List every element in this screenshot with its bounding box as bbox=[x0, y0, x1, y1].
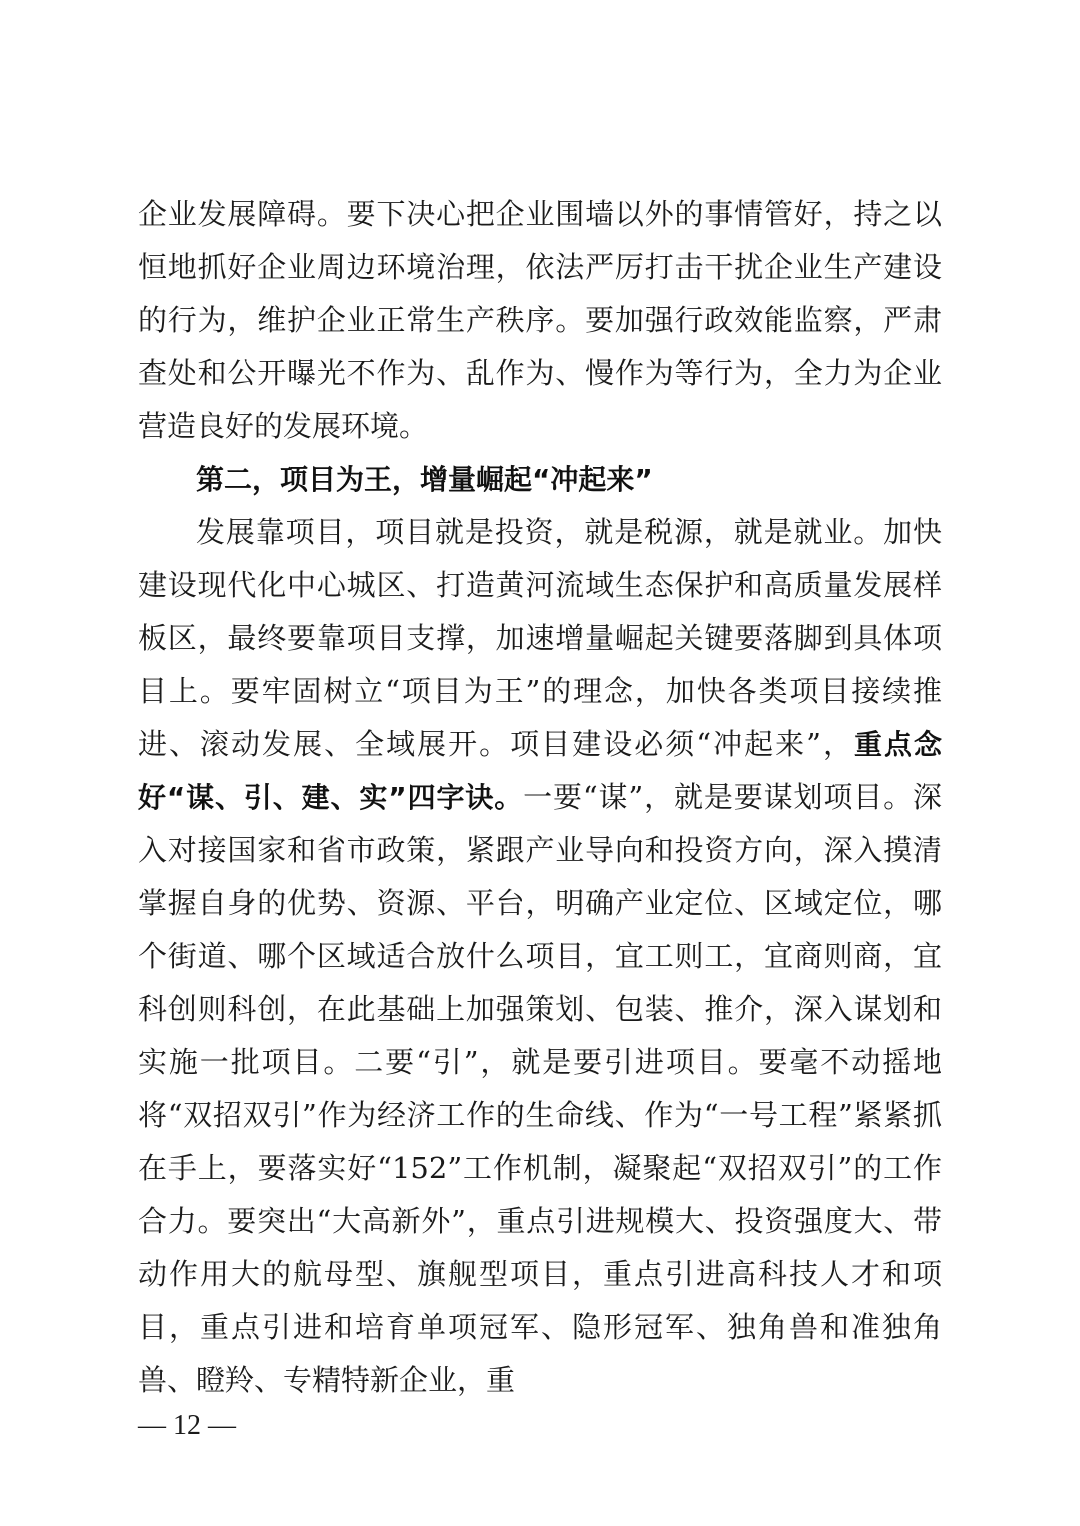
paragraph-text-part2: 一要“谋”，就是要谋划项目。深入对接国家和省市政策，紧跟产业导向和投资方向，深入摸清掌握自身的优势、资源、平台，明确产业定位、区域定位，哪个街道、哪个区域适合放什么项目，宜工则工，宜商则商，宜科创则科创，在此基础上加强策划、包装、推介，深入谋划和实施一批项目。二要“引”，就是要引进项目。要毫不动摇地将“双招双引”作为经济工作的生命线、作为“一号工程”紧紧抓在手上，要落实好“152”工作机制，凝聚起“双招双引”的工作合力。要突出“大高新外”，重点引进规模大、投资强度大、带动作用大的航母型、旗舰型项目，重点引进高科技人才和项目，重点引进和培育单项冠军、隐形冠军、独角兽和准独角兽、瞪羚、专精特新企业，重 bbox=[138, 780, 942, 1397]
section-heading: 第二，项目为王，增量崛起“冲起来” bbox=[196, 463, 653, 496]
body-text bbox=[138, 188, 942, 1407]
paragraph-text-part1: 发展靠项目，项目就是投资，就是税源，就是就业。加快建设现代化中心城区、打造黄河流域生态保护和高质量发展样板区，最终要靠项目支撑，加速增量崛起关键要落脚到具体项目上。要牢固树立“项目为王”的理念，加快各类项目接续推进、滚动发展、全域展开。项目建设必须“冲起来”， bbox=[138, 515, 942, 761]
paragraph-bold-phrase: 重点念好“谋、引、建、实”四字诀。 bbox=[138, 728, 942, 814]
paragraph-continuation: 企业发展障碍。要下决心把企业围墙以外的事情管好，持之以恒地抓好企业周边环境治理，依法严厉打击干扰企业生产建设的行为，维护企业正常生产秩序。要加强行政效能监察，严肃查处和公开曝光不作为、乱作为、慢作为等行为，全力为企业营造良好的发展环境。 bbox=[138, 197, 942, 443]
paragraph-projects bbox=[138, 506, 942, 1407]
page-number: — 12 — bbox=[138, 1410, 236, 1441]
